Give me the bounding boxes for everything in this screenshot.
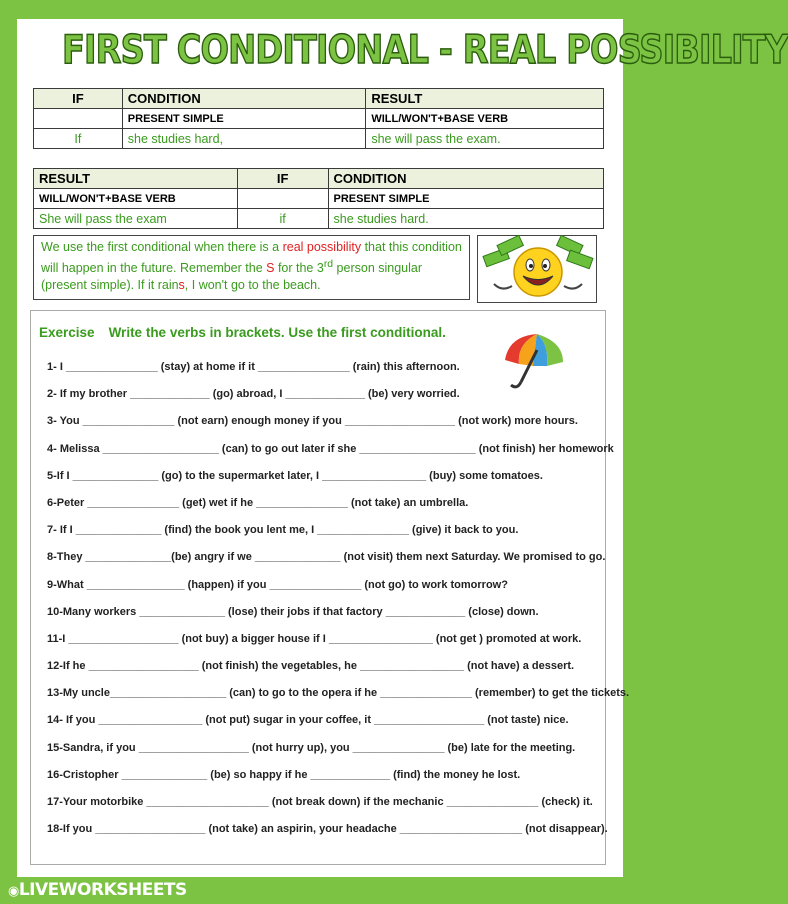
table-cell: If	[34, 129, 123, 149]
exercise-item: 15-Sandra, if you __________________ (not hurry up), you _______________ (be) late for the meeting.	[47, 741, 576, 754]
table-row	[34, 129, 604, 149]
explanation-text: for the 3	[274, 261, 324, 276]
brand-footer	[8, 880, 187, 900]
table-cell: if	[237, 209, 328, 229]
exercise-item: 8-They ______________(be) angry if we ______________ (not visit) them next Saturday. We promised to go.	[47, 551, 606, 564]
exercise-item: 16-Cristopher ______________ (be) so happy if he _____________ (find) the money he lost.	[47, 768, 521, 781]
exercise-item: 1- I _______________ (stay) at home if it _______________ (rain) this afternoon.	[47, 361, 460, 373]
exercise-item: 6-Peter _______________ (get) wet if he _______________ (not take) an umbrella.	[47, 496, 469, 509]
table-header-row	[34, 169, 604, 189]
explanation-text: that this condition will happen in the future. Remember the	[41, 240, 462, 276]
table-cell	[237, 189, 328, 209]
header-cell: RESULT	[366, 89, 604, 109]
table-cell: PRESENT SIMPLE	[122, 109, 366, 129]
exercise-list	[47, 361, 630, 850]
table-cell: PRESENT SIMPLE	[328, 189, 603, 209]
header-cell: CONDITION	[122, 89, 366, 109]
exercise-item: 7- If I ______________ (find) the book you lent me, I _______________ (give) it back to you.	[47, 524, 519, 537]
brand-text: LIVEWORKSHEETS	[18, 880, 187, 900]
table-row	[34, 209, 604, 229]
table-row	[34, 189, 604, 209]
explanation-text: , I won't go to the beach.	[184, 278, 321, 293]
exercise-heading	[39, 325, 460, 340]
exercise-label: Exercise	[39, 325, 95, 340]
explanation-text: person singular (present simple). If it rain	[41, 261, 423, 293]
table-header-row	[34, 89, 604, 109]
table-cell: she will pass the exam.	[366, 129, 604, 149]
explanation-highlight: S	[266, 261, 275, 276]
table-cell: she studies hard.	[328, 209, 603, 229]
exercise-item: 11-I __________________ (not buy) a bigger house if I _________________ (not get ) promoted at work.	[47, 632, 582, 645]
structure-table-result-first	[33, 168, 604, 229]
exercise-item: 9-What ________________ (happen) if you _______________ (not go) to work tomorrow?	[47, 578, 508, 591]
ordinal-superscript: rd	[323, 259, 334, 270]
liveworksheets-logo-icon: ◉	[8, 884, 19, 899]
exercise-item: 4- Melissa ___________________ (can) to go out later if she ___________________ (not finish) her homework	[47, 442, 614, 455]
exercise-item: 5-If I ______________ (go) to the supermarket later, I _________________ (buy) some tomatoes.	[47, 469, 543, 482]
table-cell	[34, 109, 123, 129]
exercise-item: 3- You _______________ (not earn) enough money if you __________________ (not work) more hours.	[47, 415, 578, 428]
explanation-text: We use the first conditional when there is a	[41, 240, 283, 254]
table-cell: She will pass the exam	[34, 209, 238, 229]
exercise-item: 2- If my brother _____________ (go) abroad, I _____________ (be) very worried.	[47, 388, 460, 401]
exercise-item: 10-Many workers ______________ (lose) their jobs if that factory _____________ (close) down.	[47, 605, 539, 618]
table-row	[34, 109, 604, 129]
smiley-money-icon	[478, 236, 596, 302]
explanation-highlight: s	[178, 278, 185, 293]
exercise-item: 13-My uncle___________________ (can) to go to the opera if he _______________ (remember) to get the tickets.	[47, 687, 630, 700]
header-cell: RESULT	[34, 169, 238, 189]
header-cell: IF	[34, 89, 123, 109]
exercise-item: 18-If you __________________ (not take) an aspirin, your headache ____________________ (not disappear).	[47, 823, 608, 836]
smiley-money-image	[477, 235, 597, 303]
header-cell: IF	[237, 169, 328, 189]
table-cell: WILL/WON'T+BASE VERB	[366, 109, 604, 129]
exercise-item: 14- If you _________________ (not put) sugar in your coffee, it __________________ (not taste) nice.	[47, 714, 569, 727]
exercise-item: 17-Your motorbike ____________________ (not break down) if the mechanic _______________ (check) it.	[47, 796, 593, 808]
explanation-box	[33, 235, 470, 300]
exercise-item: 12-If he __________________ (not finish) the vegetables, he _________________ (not have) a dessert.	[47, 660, 575, 673]
exercise-instruction: Write the verbs in brackets. Use the first conditional.	[108, 325, 446, 340]
explanation-highlight: real possibility	[282, 240, 362, 254]
table-cell: she studies hard,	[122, 129, 366, 149]
header-cell: CONDITION	[328, 169, 603, 189]
structure-table-if-first	[33, 88, 604, 149]
page-title: FIRST CONDITIONAL - REAL POSSIBILITY	[62, 28, 788, 73]
table-cell: WILL/WON'T+BASE VERB	[34, 189, 238, 209]
